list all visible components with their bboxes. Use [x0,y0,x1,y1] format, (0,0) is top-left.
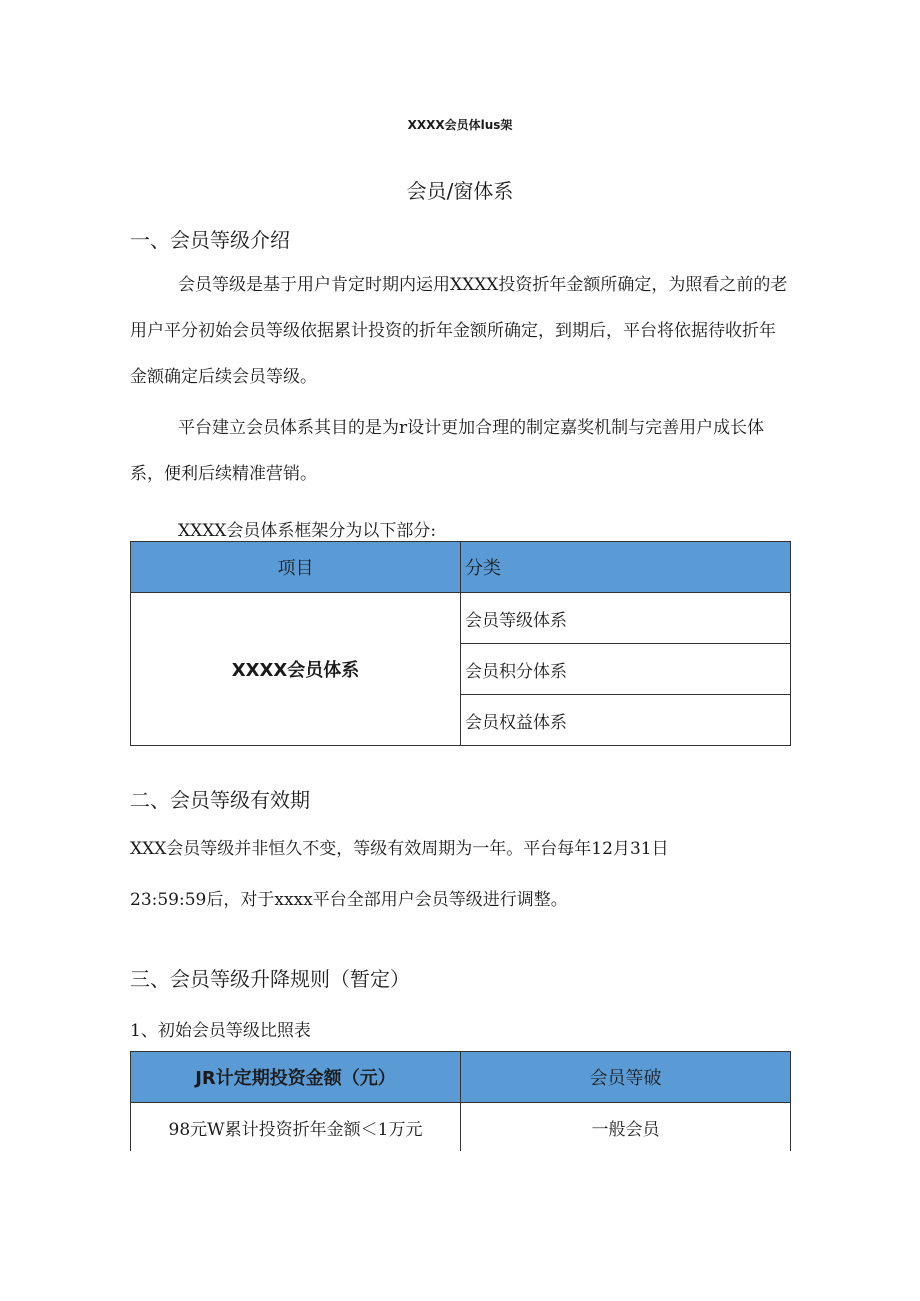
initial-level-table [130,1051,791,1151]
framework-table [130,541,791,746]
section1-paragraph-2: 平台建立会员体系其目的是为r设计更加合理的制定嘉奖机制与完善用户成长体系，便利后续精准营销。 [130,418,765,484]
table-header-row [131,542,791,593]
section3-heading: 三、会员等级升降规则（暂定） [130,967,410,991]
level-cell: 一般会员 [461,1103,791,1152]
item-cell: XXXX会员体系 [131,593,461,746]
document-title: 会员/窗体系 [406,179,514,203]
table-row [131,593,791,644]
section2-line-1: XXX会员等级并非恒久不变，等级有效周期为一年。平台每年12月31日 [130,839,669,859]
section2-line-2: 23:59:59后，对于xxxx平台全部用户会员等级进行调整。 [130,890,568,910]
header-category: 分类 [461,542,791,593]
section1-heading: 一、会员等级介绍 [130,228,290,252]
section2-heading: 二、会员等级有效期 [130,788,310,812]
category-cell: 会员等级体系 [461,593,791,644]
table-header-row [131,1052,791,1103]
header-level: 会员等破 [461,1052,791,1103]
category-cell: 会员积分体系 [461,644,791,695]
table-intro: XXXX会员体系框架分为以下部分: [178,521,437,541]
section3-subheading: 1、初始会员等级比照表 [130,1021,311,1041]
header-item: 项目 [131,542,461,593]
header-amount: JR计定期投资金额（元） [131,1052,461,1103]
header-small-title: XXXX会员体lus架 [407,118,513,132]
category-cell: 会员权益体系 [461,695,791,746]
section1-paragraph-1: 会员等级是基于用户肯定时期内运用XXXX投资折年金额所确定，为照看之前的老用户平分初始会员等级依据累计投资的折年金额所确定，到期后，平台将依据待收折年金额确定后续会员等级。 [130,275,788,387]
amount-cell: 98元W累计投资折年金额＜1万元 [131,1103,461,1152]
table-row [131,1103,791,1152]
